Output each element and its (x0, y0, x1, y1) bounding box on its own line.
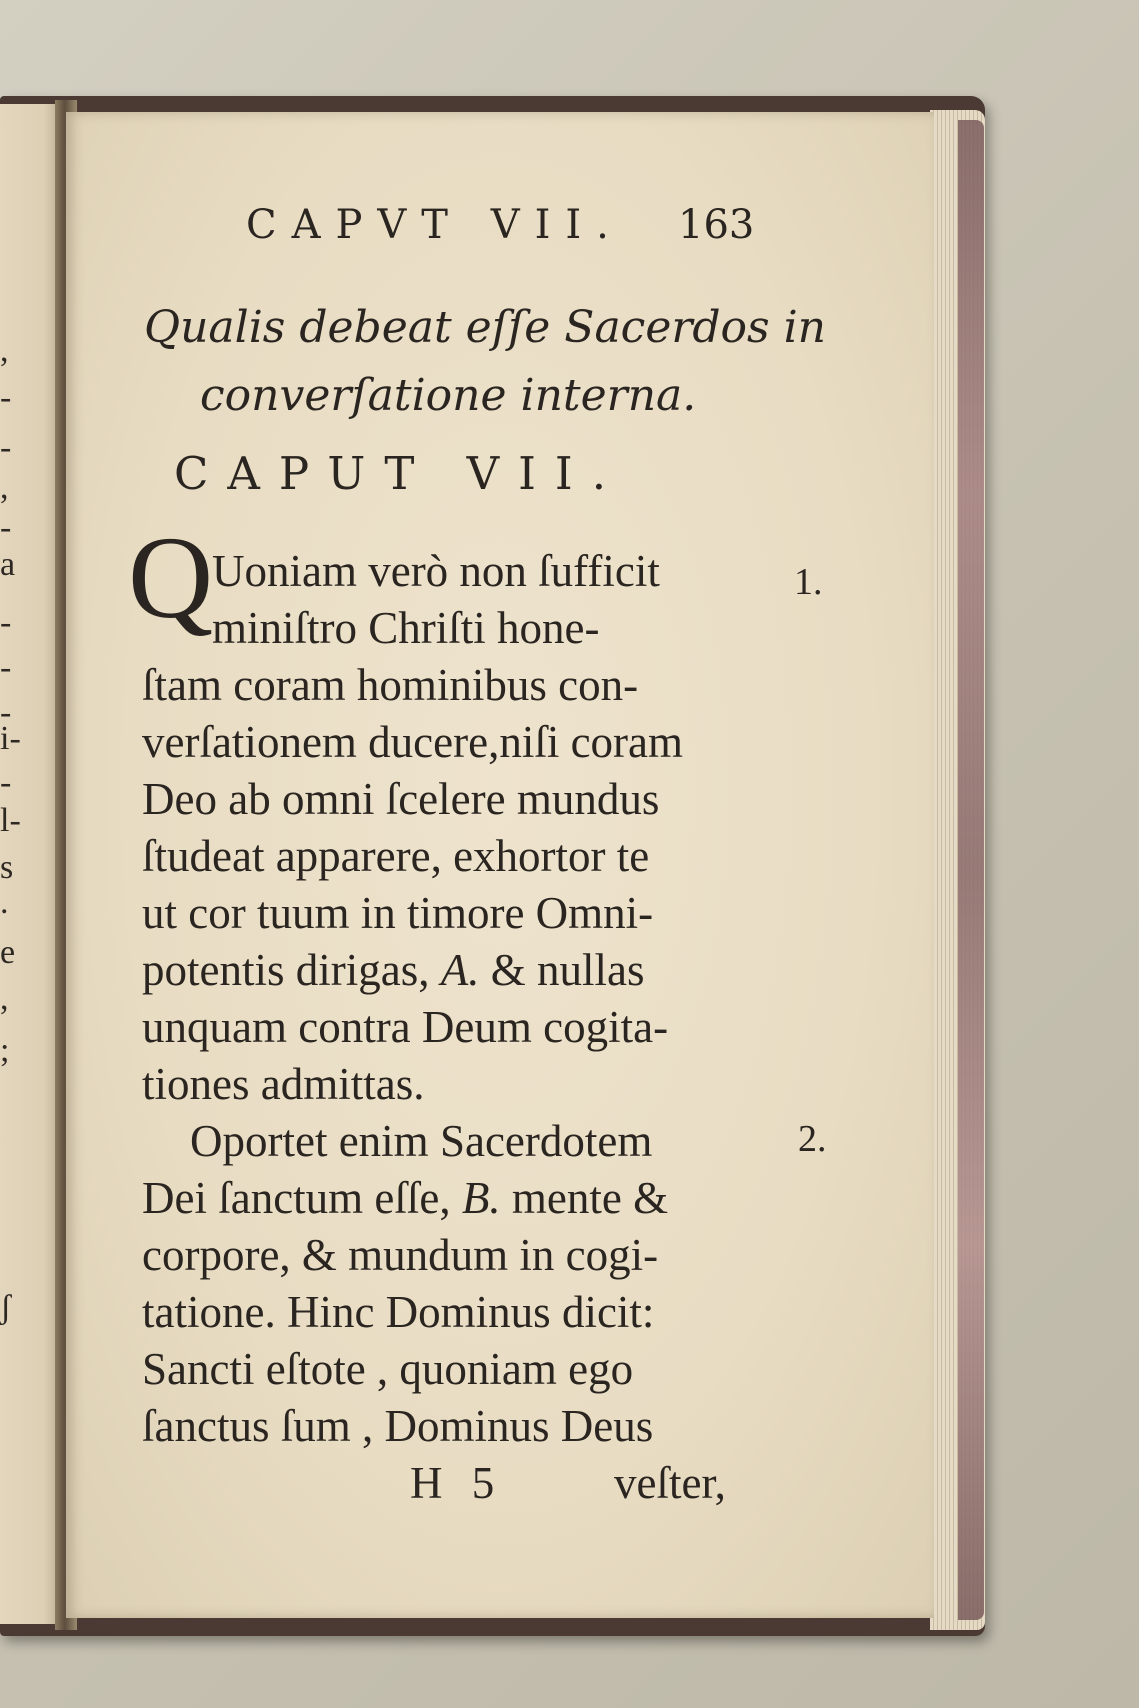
text-line: tiones admittas. (142, 1059, 425, 1109)
left-page-fragment: ; (0, 1032, 10, 1069)
text-line: tatione. Hinc Dominus dicit: (142, 1287, 655, 1337)
left-page-fragment: ʃ (0, 1289, 12, 1326)
chapter-label: CAPUT VII. (174, 447, 626, 500)
left-page-fragment: i- (0, 720, 21, 757)
page-number: 163 (678, 202, 755, 248)
left-page-fragment: a (0, 546, 16, 583)
chapter-heading-line-2: converſatione interna. (200, 370, 697, 421)
fore-edge-stain (958, 120, 984, 1620)
text-line: miniſtro Chriſti hone- (212, 603, 600, 653)
text-line: Oportet enim Sacerdotem (190, 1116, 653, 1166)
left-page-fragment: - (0, 379, 12, 416)
left-page-fragment: l- (0, 802, 21, 839)
chapter-heading-line-1: Qualis debeat eſſe Sacerdos in (144, 302, 827, 353)
signature-mark: H 5 (410, 1458, 495, 1508)
catchword: veſter, (614, 1458, 726, 1508)
text-segment: potentis dirigas, (142, 945, 430, 995)
left-page-fragment: , (0, 980, 9, 1017)
text-line: ut cor tuum in timore Omni- (142, 888, 654, 938)
text-line: ſanctus ſum , Dominus Deus (142, 1401, 654, 1451)
text-line: verſationem ducere,niſi coram (142, 717, 684, 767)
running-head-title: CAPVT VII. (246, 202, 624, 248)
text-line: corpore, & mundum in cogi- (142, 1230, 659, 1280)
text-segment: Dei ſanctum eſſe, (142, 1173, 451, 1223)
left-page-edge (0, 104, 62, 1624)
text-line: ſtudeat apparere, exhortor te (142, 831, 650, 881)
left-page-fragment: - (0, 509, 12, 546)
text-line: ſtam coram hominibus con- (142, 660, 639, 710)
left-page-fragment: . (0, 884, 9, 921)
text-line: Uoniam verò non ſufficit (212, 546, 660, 596)
left-page-fragment: , (0, 332, 9, 369)
left-page-fragment: - (0, 604, 12, 641)
margin-number-2: 2. (798, 1118, 827, 1160)
left-page-fragment: - (0, 694, 12, 731)
text-line (142, 1170, 668, 1227)
right-page (66, 112, 934, 1618)
text-line: unquam contra Deum cogita- (142, 1002, 669, 1052)
left-page-fragment: - (0, 649, 12, 686)
drop-cap: Q (128, 512, 214, 643)
left-page-fragment: - (0, 429, 12, 466)
text-segment: & nullas (490, 945, 645, 995)
text-line: Sancti eſtote , quoniam ego (142, 1344, 634, 1394)
footnote-marker-b: B. (461, 1173, 501, 1223)
text-line: Deo ab omni ſcelere mundus (142, 774, 660, 824)
left-page-fragment: s (0, 849, 14, 886)
left-page-fragment: - (0, 764, 12, 801)
footnote-marker-a: A. (440, 945, 480, 995)
text-segment: mente & (511, 1173, 669, 1223)
left-page-fragment: , (0, 469, 9, 506)
left-page-fragment: e (0, 934, 16, 971)
margin-number-1: 1. (794, 561, 823, 603)
text-line (142, 942, 644, 999)
